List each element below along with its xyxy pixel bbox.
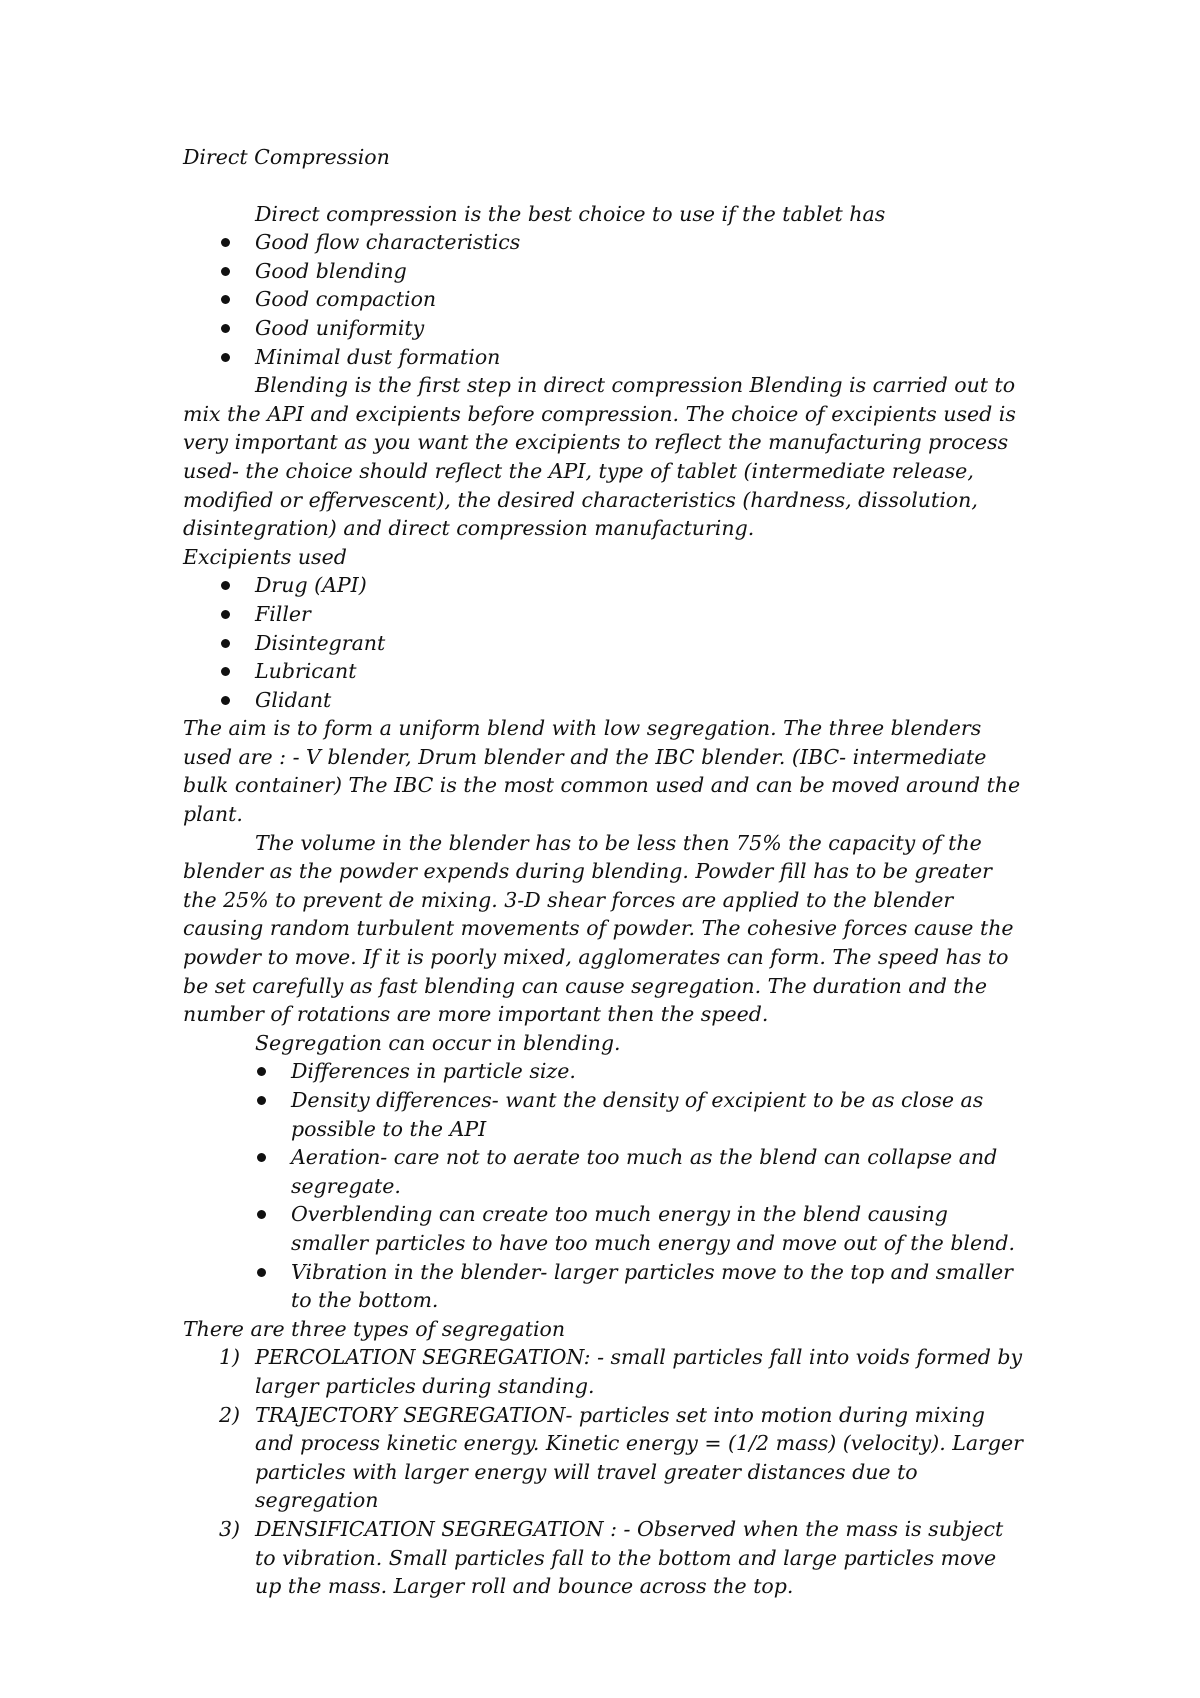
list-item: Glidant — [183, 686, 1023, 715]
bullet-icon — [257, 1067, 266, 1076]
bullet-icon — [257, 1268, 266, 1277]
bullet-icon — [221, 696, 230, 705]
bullet-icon — [221, 581, 230, 590]
bullet-icon — [221, 610, 230, 619]
volume-paragraph: The volume in the blender has to be less then 75% the capacity of the blender as the powder expends during blending. Powder fill has to be greater the 25% to prevent de mixing. 3-D shear forces are applied to the blender causing random turbulent movements of powder. The cohesive forces cause the powder to move. If it is poorly mixed, agglomerates can form. The speed has to be set carefully as fast blending can cause segregation. The duration and the number of rotations are more important then the speed. — [183, 830, 1014, 1027]
list-item: Vibration in the blender- larger particles move to the top and smaller to the bottom. — [255, 1258, 1023, 1315]
list-item: Good blending — [183, 257, 1023, 286]
bullet-icon — [257, 1153, 266, 1162]
segregation-bullet-list — [183, 1057, 1023, 1314]
document-body — [183, 143, 1023, 1601]
list-item: Lubricant — [183, 657, 1023, 686]
intro-bullet-list — [183, 228, 1023, 371]
bullet-icon — [221, 667, 230, 676]
list-item: Overblending can create too much energy in the blend causing smaller particles to have too much energy and move out of the blend. — [255, 1200, 1023, 1257]
bullet-icon — [221, 238, 230, 247]
list-item: Differences in particle size. — [255, 1057, 1023, 1086]
list-item: Density differences- want the density of excipient to be as close as possible to the API — [255, 1086, 1023, 1143]
blending-paragraph: Blending is the first step in direct compression Blending is carried out to mix the API and excipients before compression. The choice of excipients used is very important as you want the excipients to reflect the manufacturing process used- the choice should reflect the API, type of tablet (intermediate release, modified or effervescent), the desired characteristics (hardness, dissolution, disintegration) and direct compression manufacturing. — [183, 373, 1016, 541]
list-item: Aeration- care not to aerate too much as the blend can collapse and segregate. — [255, 1143, 1023, 1200]
bullet-icon — [221, 324, 230, 333]
excipients-list — [183, 571, 1023, 714]
bullet-icon — [221, 267, 230, 276]
excipients-heading: Excipients used — [183, 544, 347, 569]
list-item: Drug (API) — [183, 571, 1023, 600]
segregation-heading: Segregation can occur in blending. — [255, 1030, 621, 1055]
list-item: Good compaction — [183, 285, 1023, 314]
list-item: Filler — [183, 600, 1023, 629]
aim-paragraph: The aim is to form a uniform blend with low segregation. The three blenders used are : - V blender, Drum blender and the IBC blender. (IBC- intermediate bulk container) The IBC is the most common used and can be moved around the plant. — [183, 716, 1021, 827]
list-item: 2) TRAJECTORY SEGREGATION- particles set into motion during mixing and process kinetic energy. Kinetic energy = (1/2 mass) (velocity). Larger particles with larger energy will travel greater distances due to segregation — [219, 1402, 1023, 1513]
intro-text: Direct compression is the best choice to use if the tablet has — [255, 201, 886, 226]
bullet-icon — [257, 1210, 266, 1219]
bullet-icon — [221, 639, 230, 648]
document-title: Direct Compression — [183, 145, 390, 169]
list-item: Disintegrant — [183, 629, 1023, 658]
bullet-icon — [221, 353, 230, 362]
segregation-types-list — [183, 1343, 1023, 1600]
list-number: 1) — [219, 1345, 241, 1370]
list-item: 3) DENSIFICATION SEGREGATION : - Observed when the mass is subject to vibration. Small particles fall to the bottom and large particles move up the mass. Larger roll and bounce across the top. — [219, 1516, 1004, 1599]
list-item: Minimal dust formation — [183, 343, 1023, 372]
bullet-icon — [221, 295, 230, 304]
list-item: Good uniformity — [183, 314, 1023, 343]
list-item: Good flow characteristics — [183, 228, 1023, 257]
bullet-icon — [257, 1096, 266, 1105]
list-number: 3) — [219, 1516, 241, 1541]
list-item: 1) PERCOLATION SEGREGATION: - small particles fall into voids formed by larger particles during standing. — [219, 1345, 1023, 1398]
list-number: 2) — [219, 1402, 241, 1427]
segregation-types-heading: There are three types of segregation — [183, 1316, 566, 1341]
